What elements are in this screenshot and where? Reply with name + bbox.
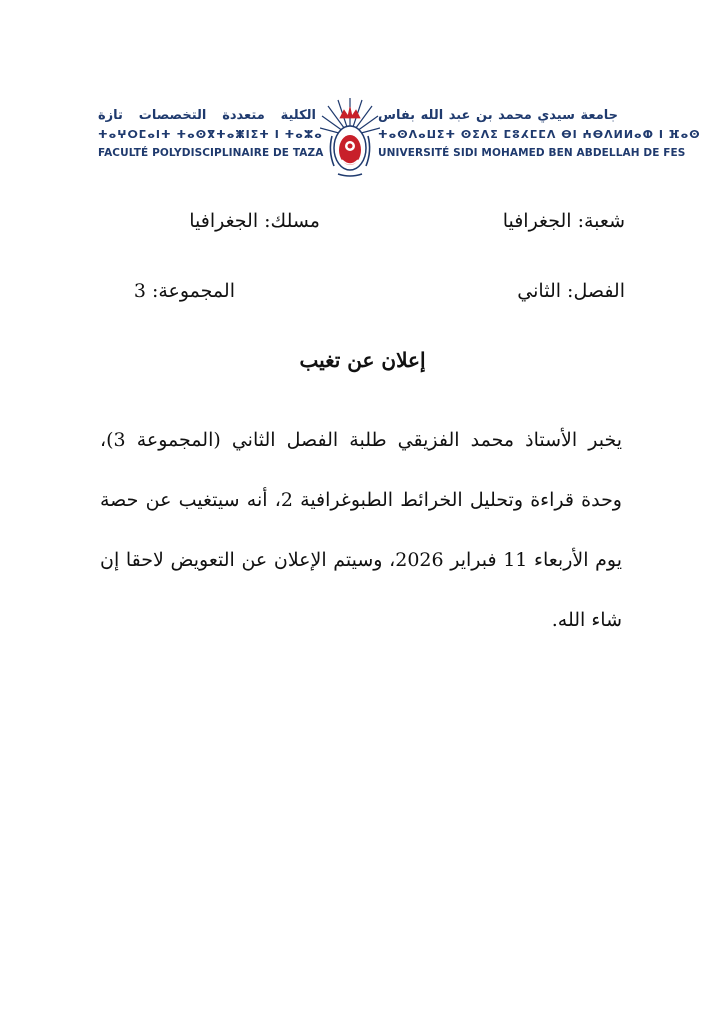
announcement-title: إعلان عن تغيب — [299, 348, 426, 372]
university-emblem-icon — [320, 96, 380, 178]
university-name-arabic: جامعة سيدي محمد بن عبد الله بفاس — [378, 108, 618, 123]
semester-label: الفصل: الثاني — [517, 280, 625, 302]
faculty-name-arabic: الكلية متعددة التخصصات تازة — [98, 108, 316, 123]
letterhead — [0, 96, 725, 178]
university-name-french: UNIVERSITÉ SIDI MOHAMED BEN ABDELLAH DE FES — [378, 147, 686, 159]
department-label: شعبة: الجغرافيا — [502, 210, 625, 232]
track-label: مسلك: الجغرافيا — [189, 210, 320, 232]
faculty-name-block — [98, 106, 348, 163]
faculty-name-tifinagh: ⵜⴰⵖⵔⵎⴰⵏⵜ ⵜⴰⵙⴳⵜⴰⵥⵏⵉⵜ ⵏ ⵜⴰⵣⴰ — [98, 128, 323, 141]
group-label: المجموعة: 3 — [133, 280, 235, 302]
university-name-tifinagh: ⵜⴰⵙⴷⴰⵡⵉⵜ ⵙⵉⴷⵉ ⵎⵓⵃⵎⵎⴷ ⴱⵏ ⵄⴱⴷⵍⵍⴰⵀ ⵏ ⴼⴰⵙ — [378, 128, 701, 141]
university-name-block — [378, 106, 701, 163]
announcement-body: يخبر الأستاذ محمد الفزيقي طلبة الفصل الثاني (المجموعة 3)، وحدة قراءة وتحليل الخرائط الطبوغرافية 2، أنه سيتغيب عن حصة يوم الأربعاء 11 فبراير 2026، وسيتم الإعلان عن التعويض لاحقا إن شاء الله. — [100, 429, 623, 631]
faculty-name-french: FACULTÉ POLYDISCIPLINAIRE DE TAZA — [98, 147, 324, 159]
